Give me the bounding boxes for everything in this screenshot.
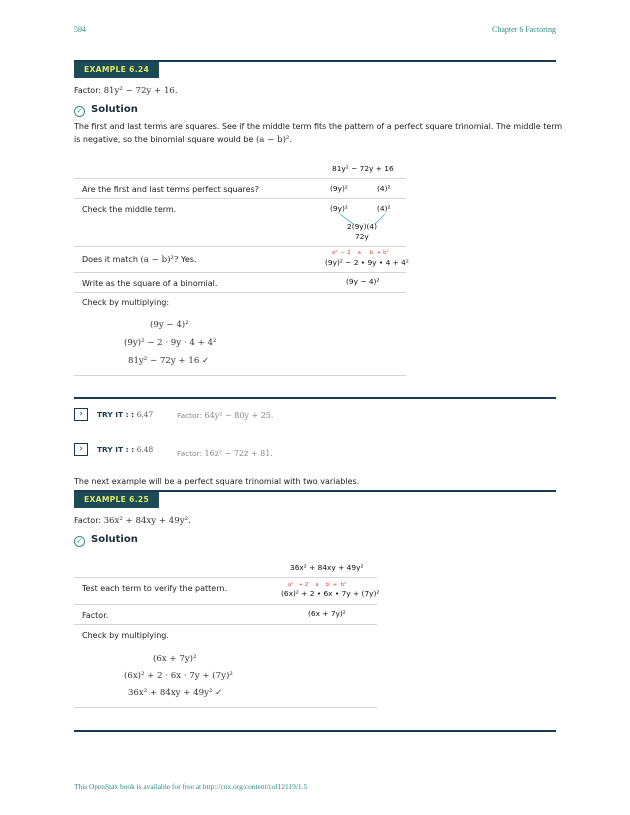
table-top-expression: 81y² − 72y + 16 (332, 164, 394, 173)
table-divider (74, 292, 406, 293)
middle-term-result: 72y (355, 232, 369, 241)
table-divider (74, 272, 406, 273)
factor-prompt (74, 85, 178, 97)
binomial-square: (9y − 4)² (346, 277, 380, 286)
check-circle-icon: ✓ (74, 536, 85, 547)
solution-heading: Solution (91, 534, 138, 545)
try-it-label: TRY IT : : 6.48 (97, 445, 154, 454)
example-label: EXAMPLE 6.25 (74, 492, 159, 508)
footer-text: This OpenStax book is available for free at http://cnx.org/content/col12119/1.5 (74, 782, 308, 791)
table-divider (74, 604, 377, 605)
pattern-labels: a² − 2 a b + b² (332, 250, 389, 256)
problem-expression: 36x² + 84xy + 49y². (103, 516, 191, 526)
pattern-expression: (9y)² − 2 • 9y • 4 + 4² (325, 258, 409, 267)
try-it-problem: Factor: 64y² − 80y + 25. (177, 411, 274, 420)
factor-prompt: Factor: 36x² + 84xy + 49y². (74, 516, 191, 526)
intro-line-1: The first and last terms are squares. See if the middle term fits the pattern of a perfect square trinomial. The middle term (74, 122, 563, 131)
row-label: Does it match (a − b)²? Yes. (82, 255, 197, 265)
middle-term-product: 2(9y)(4) (347, 222, 378, 231)
expand-chevron-icon[interactable]: › (74, 443, 88, 456)
row-label: Check the middle term. (82, 205, 177, 214)
check-line: (6x + 7y)² (153, 654, 197, 664)
table-top-expression: 36x² + 84xy + 49y² (290, 563, 364, 572)
transition-text: The next example will be a perfect square trinomial with two variables. (74, 477, 360, 486)
table-divider (74, 577, 377, 578)
table-divider (74, 624, 377, 625)
pattern-expression: (6x)² + 2 • 6x • 7y + (7y)² (281, 589, 380, 598)
example-bottom-rule (74, 730, 556, 732)
row-label: Test each term to verify the pattern. (82, 584, 227, 593)
solution-heading: Solution (91, 104, 138, 115)
example-label: EXAMPLE 6.24 (74, 62, 159, 78)
factor-label: Factor: (74, 86, 102, 95)
row-label: Are the first and last terms perfect squares? (82, 185, 259, 194)
row-label: Factor. (82, 611, 109, 620)
intro-line-2: is negative, so the binomial square would be (a − b)². (74, 135, 293, 145)
table-divider (74, 178, 406, 179)
row-label: Check by multiplying: (82, 298, 170, 307)
check-line: 81y² − 72y + 16 ✓ (128, 356, 210, 366)
intro-math: (a − b)². (255, 135, 293, 145)
row-value-a: (9y)² (330, 204, 348, 213)
check-line: (9y)² − 2 · 9y · 4 + 4² (124, 338, 217, 348)
binomial-square: (6x + 7y)² (308, 609, 346, 618)
example-bottom-rule (74, 397, 556, 399)
table-divider (74, 375, 406, 376)
row-label: Write as the square of a binomial. (82, 279, 218, 288)
try-it-label: TRY IT : : 6.47 (97, 410, 154, 419)
try-it-problem: Factor: 16z² − 72z + 81. (177, 449, 273, 458)
page-number: 594 (74, 25, 86, 34)
check-line: (6x)² + 2 · 6x · 7y + (7y)² (124, 671, 233, 681)
check-line: 36x² + 84xy + 49y² ✓ (128, 688, 223, 698)
pattern-labels: a² + 2 a b + b² (288, 582, 347, 588)
table-divider (74, 198, 406, 199)
check-line: (9y − 4)² (150, 320, 189, 330)
row-value-b: (4)² (377, 204, 391, 213)
problem-expression: 81y² − 72y + 16. (103, 86, 178, 96)
row-value-a: (9y)² (330, 184, 348, 193)
table-divider (74, 707, 377, 708)
check-circle-icon: ✓ (74, 106, 85, 117)
chapter-title: Chapter 6 Factoring (492, 25, 556, 34)
table-divider (74, 246, 406, 247)
row-value-b: (4)² (377, 184, 391, 193)
expand-chevron-icon[interactable]: › (74, 408, 88, 421)
row-label: Check by multiplying. (82, 631, 169, 640)
